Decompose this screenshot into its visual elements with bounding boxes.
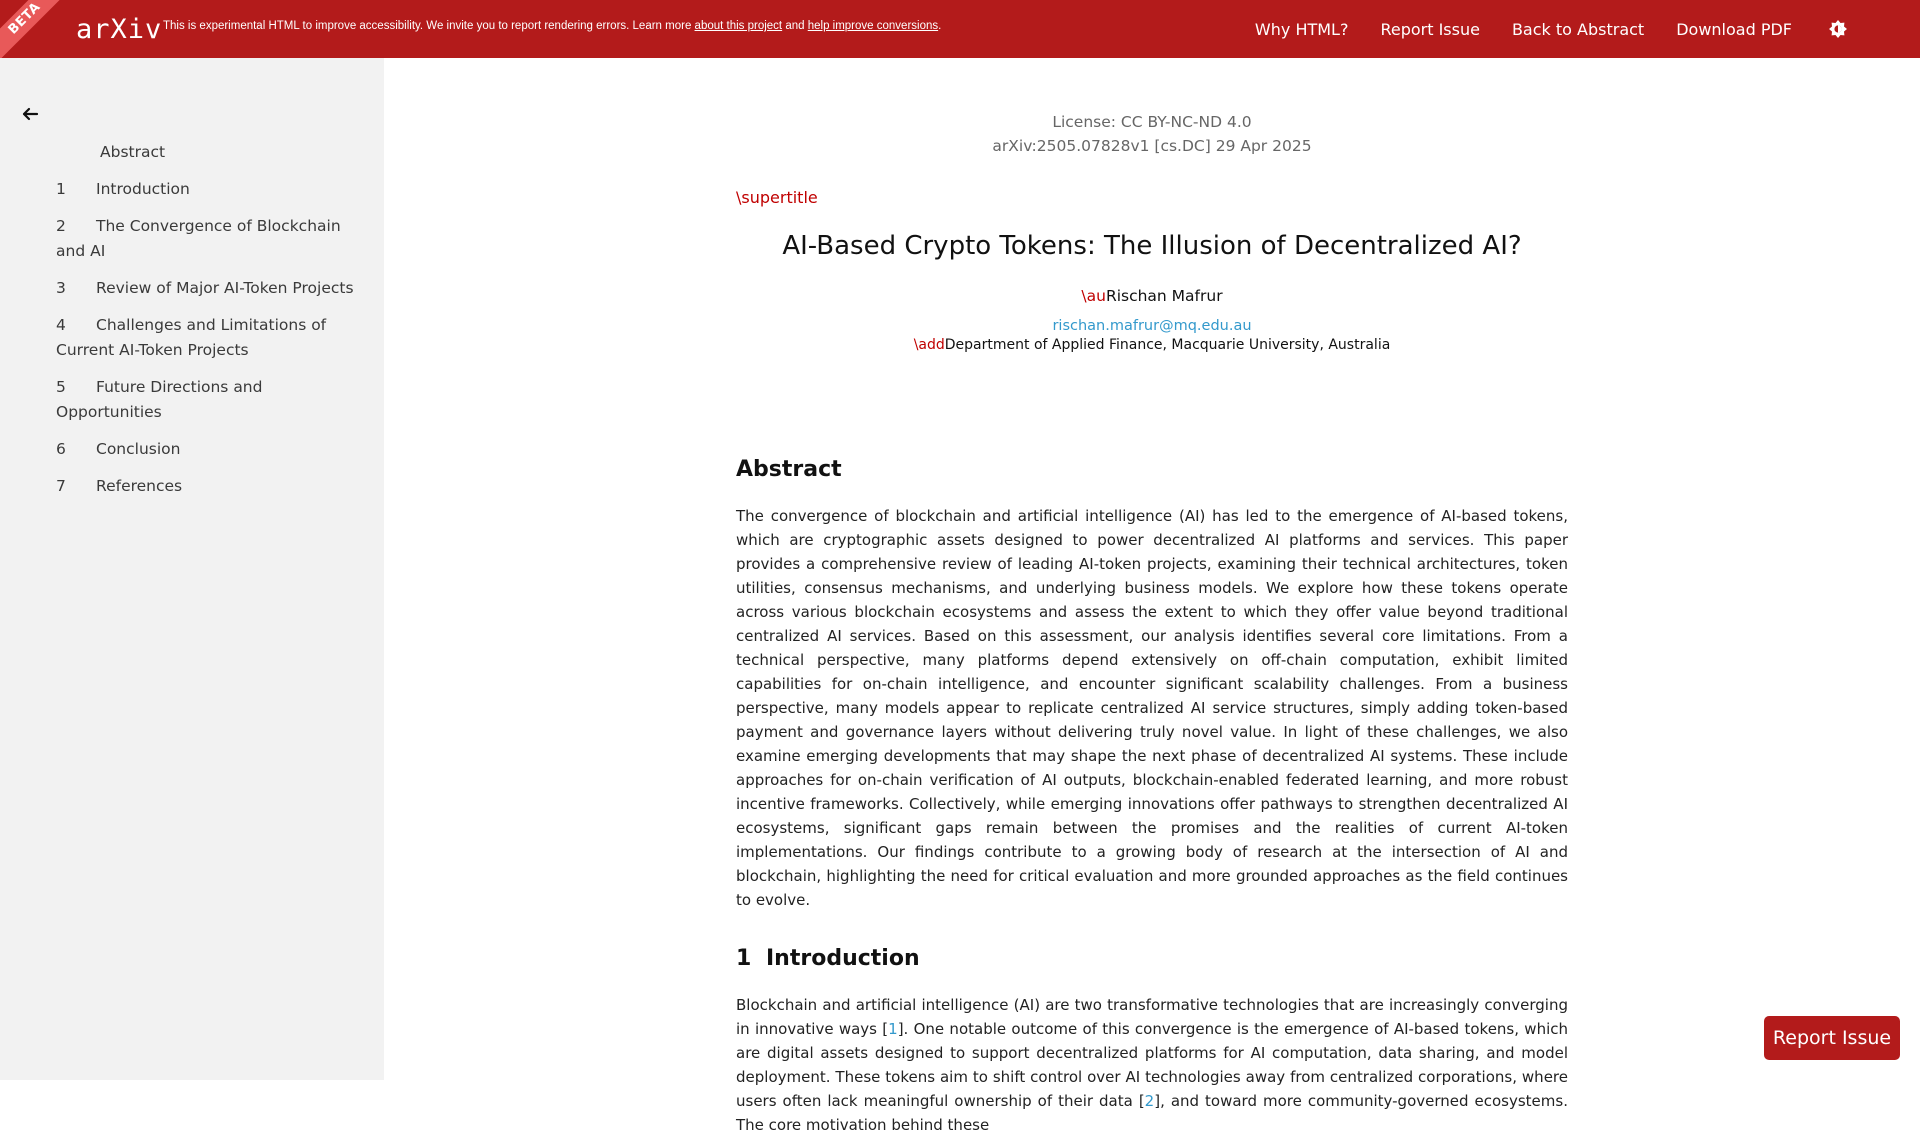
- toc-item-number: 5: [56, 378, 66, 396]
- toc-item-label: Introduction: [96, 180, 190, 198]
- toc-item-conclusion[interactable]: [56, 437, 356, 462]
- author-macro: \au: [1081, 287, 1106, 305]
- paper-title: AI-Based Crypto Tokens: The Illusion of Decentralized AI?: [782, 231, 1522, 261]
- top-nav: [1255, 0, 1920, 58]
- toc-item-number: 1: [56, 180, 66, 198]
- toc-item-label: Challenges and Limitations of Current AI-Token Projects: [56, 316, 327, 359]
- table-of-contents: [0, 58, 384, 1080]
- toc-item-review[interactable]: [56, 276, 356, 301]
- notice-suffix: .: [938, 20, 942, 32]
- section-number: 1: [736, 946, 752, 971]
- intro-text-part: ]. One notable outcome of this convergence is the emergence of AI-based tokens, which are digital assets designed to support decentralized platforms for AI computation, data sharing, and model deployment. These tokens aim to shift control over AI technologies away from centralized corporations, where users often lack meaningful ownership of their data [: [736, 1020, 1568, 1110]
- help-improve-conversions-link[interactable]: help improve conversions: [807, 20, 939, 32]
- toc-item-label: The Convergence of Blockchain and AI: [56, 217, 341, 260]
- citation-link[interactable]: 1: [888, 1020, 898, 1038]
- article-body: [736, 58, 1568, 1134]
- toc-item-number: 4: [56, 316, 66, 334]
- affiliation-macro: \add: [913, 337, 945, 353]
- download-pdf-link[interactable]: Download PDF: [1676, 19, 1792, 39]
- toc-item-label: Abstract: [100, 143, 166, 161]
- toc-item-label: References: [96, 477, 183, 495]
- toc-item-challenges[interactable]: [56, 313, 356, 363]
- introduction-heading: [736, 946, 1568, 971]
- toc-item-future-directions[interactable]: [56, 375, 356, 425]
- author-name: Rischan Mafrur: [1105, 287, 1223, 305]
- about-project-link[interactable]: about this project: [694, 20, 783, 32]
- toc-item-abstract[interactable]: [56, 140, 356, 165]
- experimental-notice: [163, 20, 941, 32]
- affiliation-line: [736, 337, 1568, 353]
- author-line: [736, 287, 1568, 305]
- toc-item-label: Conclusion: [96, 440, 181, 458]
- introduction-paragraph: [736, 993, 1568, 1137]
- logo-text: arXiv: [76, 13, 163, 45]
- intro-text-part: ], and toward more community-governed ecosystems. The core motivation behind these: [736, 1092, 1568, 1134]
- toc-item-convergence[interactable]: [56, 214, 356, 264]
- report-issue-floating-button[interactable]: Report Issue: [1764, 1016, 1900, 1060]
- toc-item-label: Review of Major AI-Token Projects: [96, 279, 354, 297]
- supertitle-macro: \supertitle: [736, 188, 818, 207]
- toc-item-number: 3: [56, 279, 66, 297]
- why-html-link[interactable]: Why HTML?: [1254, 19, 1349, 39]
- toc-item-introduction[interactable]: [56, 177, 356, 202]
- section-title: Introduction: [766, 946, 920, 971]
- toc-list: [56, 140, 356, 511]
- notice-prefix: This is experimental HTML to improve accessibility. We invite you to report rendering errors. Learn more: [163, 20, 695, 32]
- top-header-bar: [0, 0, 1920, 58]
- author-email-link[interactable]: rischan.mafrur@mq.edu.au: [1052, 318, 1252, 334]
- toc-item-number: 2: [56, 217, 66, 235]
- report-issue-link[interactable]: Report Issue: [1380, 19, 1480, 39]
- abstract-paragraph: The convergence of blockchain and artificial intelligence (AI) has led to the emergence of AI-based tokens, which are cryptographic assets designed to power decentralized AI platforms and services. This paper provides a comprehensive review of leading AI-token projects, examining their technical architectures, token utilities, consensus mechanisms, and underlying business models. We explore how these tokens operate across various blockchain ecosystems and assess the extent to which they offer value beyond traditional centralized AI services. Based on this assessment, our analysis identifies several core limitations. From a technical perspective, many platforms depend extensively on off-chain computation, exhibit limited capabilities for on-chain intelligence, and encounter significant scalability challenges. From a business perspective, many models appear to replicate centralized AI service structures, simply adding token-based payment and governance layers without delivering truly novel value. In light of these challenges, we also examine emerging developments that may shape the next phase of decentralized AI systems. These include approaches for on-chain verification of AI outputs, blockchain-enabled federated learning, and more robust incentive frameworks. Collectively, while emerging innovations offer pathways to strengthen decentralized AI ecosystems, significant gaps remain between the promises and the realities of current AI-token implementations. Our findings contribute to a growing body of research at the intersection of AI and blockchain, highlighting the need for critical evaluation and more grounded approaches as the field continues to evolve.: [736, 507, 1568, 909]
- arxiv-logo[interactable]: [76, 10, 162, 48]
- license-text: License: CC BY-NC-ND 4.0: [1052, 113, 1252, 131]
- abstract-heading: Abstract: [736, 457, 842, 482]
- citation-link[interactable]: 2: [1144, 1092, 1155, 1110]
- arxiv-id-text: arXiv:2505.07828v1 [cs.DC] 29 Apr 2025: [992, 137, 1312, 155]
- intro-text-part: Blockchain and artificial intelligence (AI) are two transformative technologies that are increasingly converging in innovative ways [: [736, 996, 1568, 1038]
- article-meta: [736, 110, 1568, 158]
- toc-item-label: Future Directions and Opportunities: [56, 378, 263, 421]
- beta-badge: BETA: [0, 0, 72, 66]
- back-to-abstract-link[interactable]: Back to Abstract: [1511, 19, 1645, 39]
- toc-item-references[interactable]: [56, 474, 356, 499]
- notice-middle: and: [782, 20, 808, 32]
- theme-toggle-icon[interactable]: [1828, 19, 1848, 39]
- affiliation-text: Department of Applied Finance, Macquarie University, Australia: [944, 337, 1391, 353]
- toc-item-number: 7: [56, 477, 66, 495]
- arrow-left-icon[interactable]: [20, 104, 40, 124]
- toc-item-number: 6: [56, 440, 66, 458]
